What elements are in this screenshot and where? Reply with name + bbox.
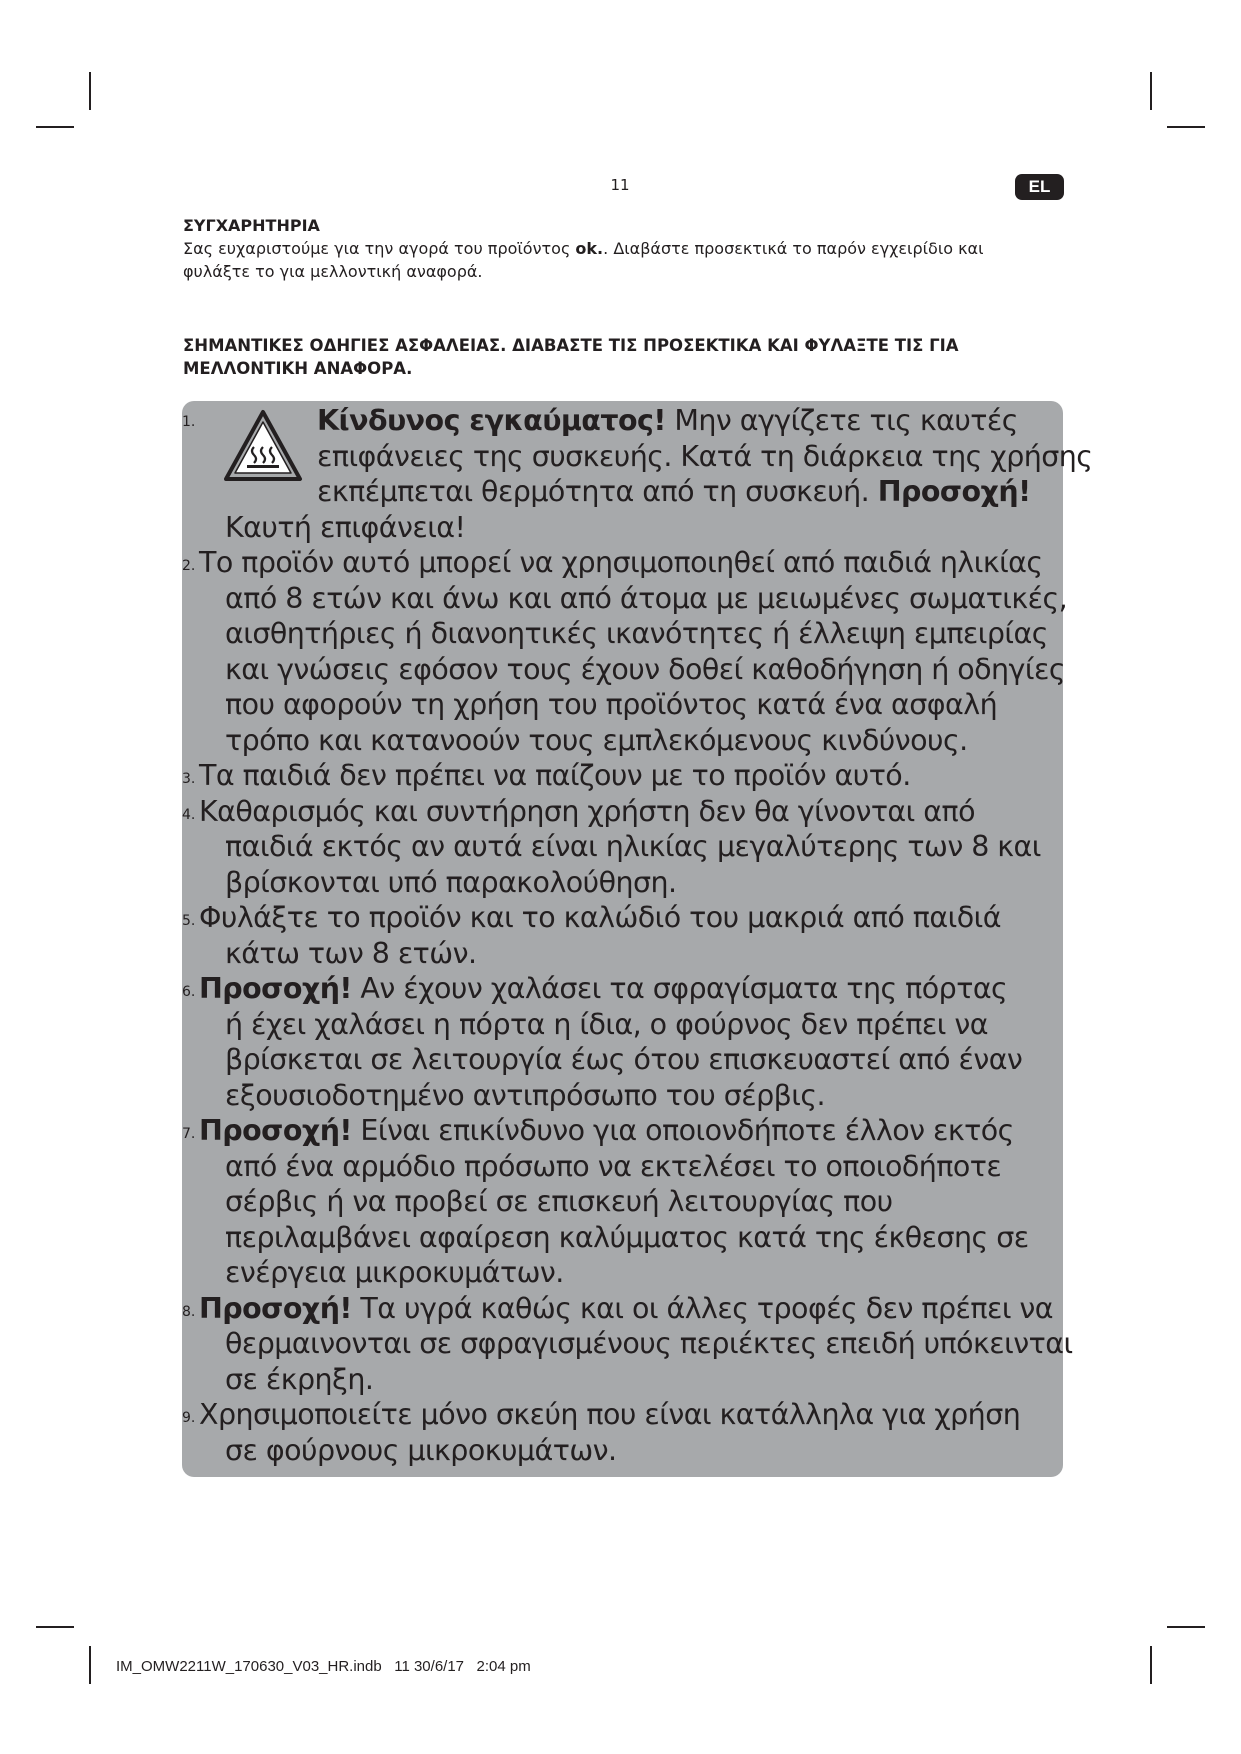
item-text: αισθητήριες ή διανοητικές ικανότητες ή έλλειψη εμπειρίας bbox=[225, 617, 1048, 650]
item-number: 3. bbox=[182, 771, 196, 787]
item-text: Τα παιδιά δεν πρέπει να παίζουν με το προϊόν αυτό. bbox=[199, 759, 911, 792]
crop-mark bbox=[1167, 1626, 1205, 1628]
hazard-warning: Κίνδυνος εγκαύματος! bbox=[317, 404, 666, 437]
item-text: ενέργεια μικροκυμάτων. bbox=[225, 1256, 564, 1289]
list-item bbox=[182, 1397, 1077, 1468]
item-text: σέρβις ή να προβεί σε επισκευή λειτουργίας που bbox=[225, 1185, 893, 1218]
crop-mark bbox=[1150, 72, 1152, 110]
caution-label: Προσοχή! bbox=[199, 1291, 352, 1325]
item-text: εξουσιοδοτημένο αντιπρόσωπο του σέρβις. bbox=[225, 1078, 826, 1112]
intro-section bbox=[183, 214, 1063, 283]
item-text: θερμαινονται σε σφραγισμένους περιέκτες επειδή υπόκεινται bbox=[225, 1327, 1073, 1360]
item-number: 4. bbox=[182, 806, 196, 823]
item-text: τρόπο και κατανοούν τους εμπλεκόμενους κινδύνους. bbox=[225, 723, 968, 757]
caution-label: Προσοχή! bbox=[199, 972, 352, 1005]
safety-heading bbox=[183, 334, 1063, 380]
item-text: Είναι επικίνδυνο για οποιονδήποτε έλλον εκτός bbox=[351, 1114, 1014, 1147]
list-item bbox=[182, 1113, 1077, 1291]
intro-heading: ΣΥΓΧΑΡΗΤΗΡΙΑ bbox=[183, 216, 320, 235]
item-text: από 8 ετών και άνω και από άτομα με μειωμένες σωματικές, bbox=[225, 581, 1068, 615]
item-text: από ένα αρμόδιο πρόσωπο να εκτελέσει το οποιοδήποτε bbox=[225, 1149, 1002, 1183]
intro-text bbox=[183, 237, 1063, 260]
intro-text-part: Σας ευχαριστούμε για την αγορά του προϊόντος bbox=[183, 239, 576, 258]
item-number: 9. bbox=[182, 1410, 196, 1426]
crop-mark bbox=[1150, 1646, 1152, 1684]
item-text: Καθαρισμός και συντήρηση χρήστη δεν θα γίνονται από bbox=[199, 794, 976, 828]
intro-text-line2: φυλάξτε το για μελλοντική αναφορά. bbox=[183, 262, 483, 281]
crop-mark bbox=[1167, 126, 1205, 128]
safety-instructions-list bbox=[182, 401, 1093, 1468]
crop-mark bbox=[89, 1646, 91, 1684]
print-footer bbox=[116, 1658, 531, 1675]
item-number: 7. bbox=[182, 1126, 196, 1142]
item-text: Μην αγγίζετε τις καυτές bbox=[665, 404, 1018, 437]
caution-label: Προσοχή! bbox=[199, 1114, 352, 1147]
item-text: και γνώσεις εφόσον τους έχουν δοθεί καθοδήγηση ή οδηγίες bbox=[225, 652, 1065, 686]
item-number: 8. bbox=[182, 1303, 196, 1320]
item-number: 2. bbox=[182, 558, 196, 574]
list-item bbox=[182, 971, 1077, 1113]
item-text: βρίσκεται σε λειτουργία έως ότου επισκευαστεί από έναν bbox=[225, 1043, 1023, 1076]
item-text: Χρησιμοποιείτε μόνο σκεύη που είναι κατάλληλα για χρήση bbox=[199, 1398, 1021, 1431]
list-item bbox=[182, 900, 1077, 971]
footer-time: 2:04 pm bbox=[476, 1658, 531, 1675]
item-number: 1. bbox=[182, 414, 196, 430]
crop-mark bbox=[36, 126, 74, 128]
page-number: 11 bbox=[610, 176, 630, 194]
item-text: παιδιά εκτός αν αυτά είναι ηλικίας μεγαλύτερης των 8 και bbox=[225, 830, 1041, 863]
footer-filename: IM_OMW2211W_170630_V03_HR.indb bbox=[116, 1658, 382, 1675]
list-item bbox=[182, 1291, 1077, 1398]
item-text: Το προϊόν αυτό μπορεί να χρησιμοποιηθεί από παιδιά ηλικίας bbox=[199, 546, 1043, 579]
footer-page: 11 bbox=[394, 1658, 410, 1675]
item-text: περιλαμβάνει αφαίρεση καλύμματος κατά της έκθεσης σε bbox=[225, 1220, 1029, 1254]
item-text: Καυτή επιφάνεια! bbox=[225, 510, 466, 544]
list-item bbox=[182, 401, 1093, 545]
item-text: εκπέμπεται θερμότητα από τη συσκευή. bbox=[317, 475, 878, 508]
brand-name: ok. bbox=[575, 239, 604, 258]
list-item bbox=[182, 758, 1077, 794]
item-number: 5. bbox=[182, 913, 196, 929]
item-text: επιφάνειες της συσκευής. Κατά τη διάρκεια της χρήσης bbox=[317, 439, 1093, 473]
item-text: ή έχει χαλάσει η πόρτα η ίδια, ο φούρνος δεν πρέπει να bbox=[225, 1007, 988, 1041]
item-text: σε έκρηξη. bbox=[225, 1362, 374, 1396]
item-number: 6. bbox=[182, 984, 196, 1000]
list-item bbox=[182, 545, 1077, 758]
crop-mark bbox=[89, 72, 91, 110]
footer-date: 30/6/17 bbox=[413, 1658, 465, 1675]
item-text: Τα υγρά καθώς και οι άλλες τροφές δεν πρέπει να bbox=[351, 1291, 1054, 1325]
intro-text-part: . Διαβάστε προσεκτικά το παρόν εγχειρίδιο και bbox=[603, 239, 984, 258]
safety-heading-line: ΜΕΛΛΟΝΤΙΚΗ ΑΝΑΦΟΡΑ. bbox=[183, 359, 413, 378]
caution-label: Προσοχή! bbox=[877, 475, 1031, 508]
safety-heading-line: ΣΗΜΑΝΤΙΚΕΣ ΟΔΗΓΙΕΣ ΑΣΦΑΛΕΙΑΣ. ΔΙΑΒΑΣΤΕ ΤΙΣ ΠΡΟΣΕΚΤΙΚΑ ΚΑΙ ΦΥΛΑΞΤΕ ΤΙΣ ΓΙΑ bbox=[183, 336, 959, 355]
item-text: σε φούρνους μικροκυμάτων. bbox=[225, 1433, 617, 1467]
list-item bbox=[182, 794, 1077, 901]
item-text: βρίσκονται υπό παρακολούθηση. bbox=[225, 865, 677, 899]
language-badge: EL bbox=[1015, 174, 1064, 200]
item-text: που αφορούν τη χρήση του προϊόντος κατά ένα ασφαλή bbox=[225, 688, 998, 721]
crop-mark bbox=[36, 1626, 74, 1628]
item-text: κάτω των 8 ετών. bbox=[225, 936, 477, 970]
item-text: Φυλάξτε το προϊόν και το καλώδιό του μακριά από παιδιά bbox=[199, 901, 1001, 934]
hot-surface-warning-icon bbox=[221, 407, 305, 485]
item-text: Αν έχουν χαλάσει τα σφραγίσματα της πόρτας bbox=[351, 972, 1008, 1005]
